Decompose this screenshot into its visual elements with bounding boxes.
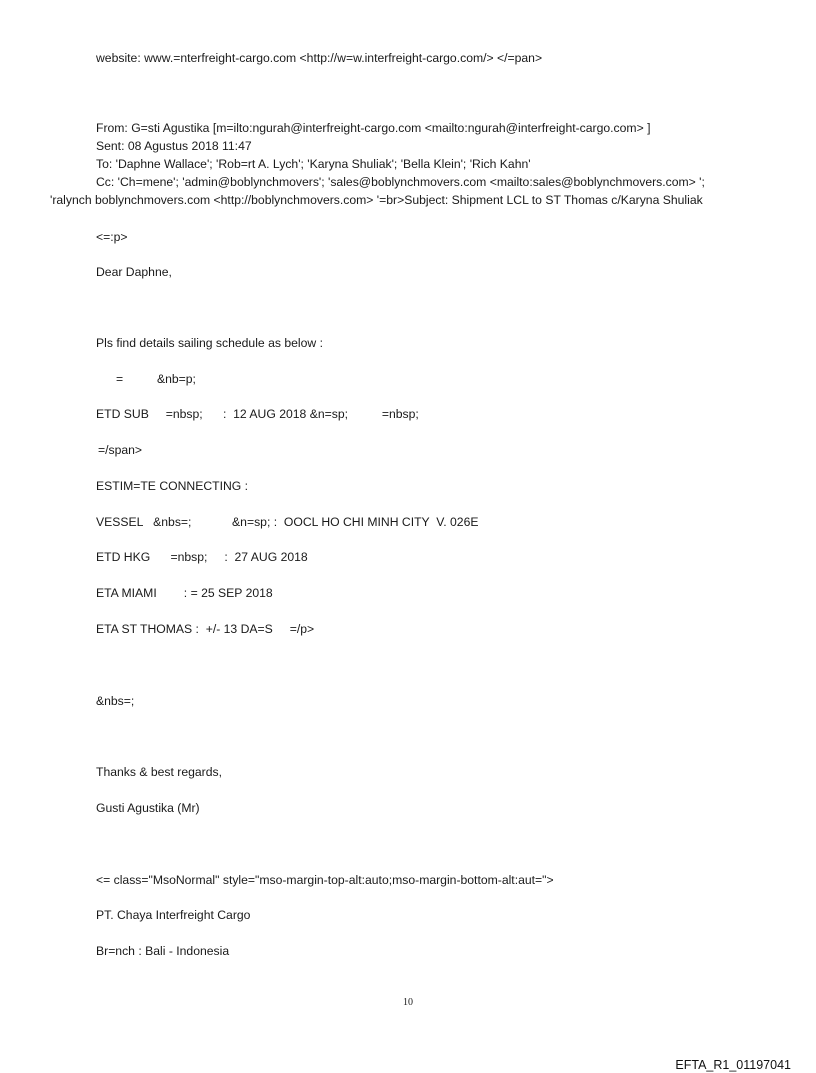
sent-line: Sent: 08 Agustus 2018 11:47 <box>96 139 252 153</box>
company-name: PT. Chaya Interfreight Cargo <box>96 908 251 922</box>
intro-text: Pls find details sailing schedule as below : <box>96 336 323 350</box>
html-artifact-p: <=:p> <box>96 230 128 244</box>
mso-markup-artifact: <= class="MsoNormal" style="mso-margin-top-alt:auto;mso-margin-bottom-alt:aut="> <box>96 873 554 887</box>
signature-name: Gusti Agustika (Mr) <box>96 801 200 815</box>
to-line: To: 'Daphne Wallace'; 'Rob=rt A. Lych'; 'Karyna Shuliak'; 'Bella Klein'; 'Rich Kahn' <box>96 157 531 171</box>
cc-continuation-subject-line: 'ralynch boblynchmovers.com <http://boblynchmovers.com> '=br>Subject: Shipment LCL to ST Thomas c/Karyna Shuliak <box>50 193 703 207</box>
website-line: website: www.=nterfreight-cargo.com <http://w=w.interfreight-cargo.com/> </=pan> <box>96 51 543 65</box>
nbsp-artifact-line: = &nb=p; <box>116 372 196 386</box>
greeting: Dear Daphne, <box>96 265 172 279</box>
vessel-line: VESSEL &nbs=; &n=sp; : OOCL HO CHI MINH CITY V. 026E <box>96 515 479 529</box>
page-number: 10 <box>403 997 413 1008</box>
eta-miami-line: ETA MIAMI : = 25 SEP 2018 <box>96 586 273 600</box>
eta-st-thomas-line: ETA ST THOMAS : +/- 13 DA=S =/p> <box>96 622 315 636</box>
from-line: From: G=sti Agustika [m=ilto:ngurah@interfreight-cargo.com <mailto:ngurah@interfreight-cargo.com> ] <box>96 121 651 135</box>
etd-sub-line: ETD SUB =nbsp; : 12 AUG 2018 &n=sp; =nbsp; <box>96 407 419 421</box>
bates-number: EFTA_R1_01197041 <box>675 1058 791 1072</box>
branch-line: Br=nch : Bali - Indonesia <box>96 944 230 958</box>
etd-hkg-line: ETD HKG =nbsp; : 27 AUG 2018 <box>96 550 308 564</box>
span-close-artifact: =/span> <box>98 443 143 457</box>
cc-line: Cc: 'Ch=mene'; 'admin@boblynchmovers'; 'sales@boblynchmovers.com <mailto:sales@boblynchmovers.com> '; <box>96 175 705 189</box>
estimate-connecting-heading: ESTIM=TE CONNECTING : <box>96 479 249 493</box>
closing: Thanks & best regards, <box>96 765 222 779</box>
nbs-artifact-line: &nbs=; <box>96 694 135 708</box>
